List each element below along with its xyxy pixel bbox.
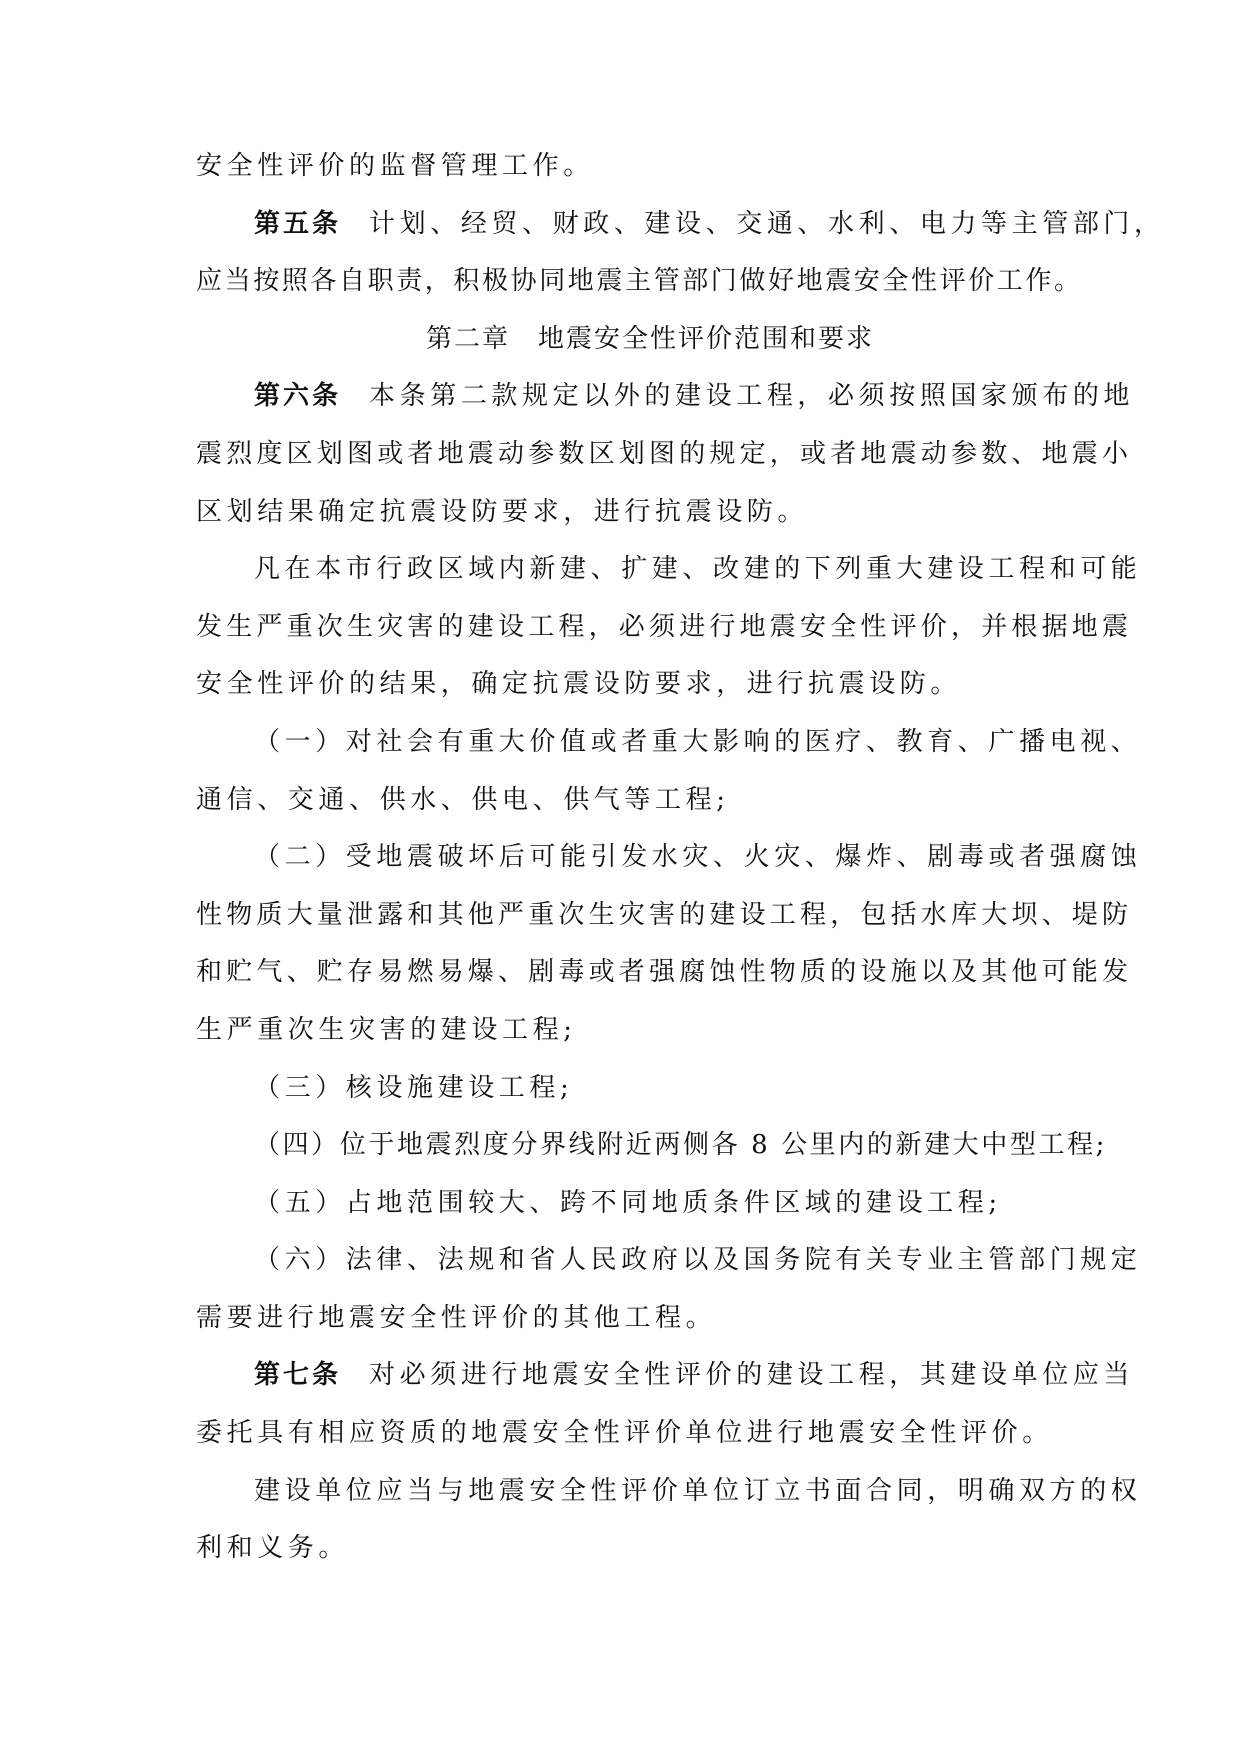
text-line	[196, 138, 1096, 196]
article-6-paragraph	[196, 368, 1135, 426]
article-title: 第七条	[254, 1360, 342, 1391]
text-line	[196, 944, 1133, 1002]
document-body	[196, 138, 1165, 1578]
text-line	[196, 484, 1096, 542]
line-text: 性物质大量泄露和其他严重次生灾害的建设工程，包括水库大坝、堤防	[196, 899, 1133, 930]
article-7-paragraph	[196, 1347, 1135, 1405]
text-line	[196, 1290, 1096, 1348]
line-text: 计划、经贸、财政、建设、交通、水利、电力等主管部门，	[369, 208, 1165, 239]
text-line	[196, 1520, 1096, 1578]
list-item-1	[196, 714, 1142, 772]
line-text: 需要进行地震安全性评价的其他工程。	[196, 1302, 717, 1333]
line-text: （二）受地震破坏后可能引发水灾、火灾、爆炸、剧毒或者强腐蚀	[254, 842, 1142, 873]
line-text: 应当按照各自职责，积极协同地震主管部门做好地震安全性评价工作。	[196, 266, 1083, 297]
text-line	[196, 1002, 1096, 1060]
list-item-5	[196, 1175, 1096, 1233]
text-line	[196, 599, 1133, 657]
line-text: 和贮气、贮存易燃易爆、剧毒或者强腐蚀性物质的设施以及其他可能发	[196, 957, 1133, 988]
article-5-paragraph	[196, 196, 1165, 254]
line-text: 凡在本市行政区域内新建、扩建、改建的下列重大建设工程和可能	[254, 554, 1142, 585]
list-item-3	[196, 1060, 1096, 1118]
text-line	[196, 426, 1133, 484]
line-text: 对必须进行地震安全性评价的建设工程，其建设单位应当	[369, 1360, 1135, 1391]
list-item-4	[196, 1117, 1108, 1175]
line-text: （四）位于地震烈度分界线附近两侧各 8 公里内的新建大中型工程;	[254, 1130, 1108, 1161]
line-text: 通信、交通、供水、供电、供气等工程;	[196, 784, 730, 815]
line-text: 建设单位应当与地震安全性评价单位订立书面合同，明确双方的权	[254, 1475, 1142, 1506]
line-text: （六）法律、法规和省人民政府以及国务院有关专业主管部门规定	[254, 1245, 1142, 1276]
line-text: 本条第二款规定以外的建设工程，必须按照国家颁布的地	[369, 381, 1135, 412]
list-item-6	[196, 1232, 1142, 1290]
line-text: 安全性评价的监督管理工作。	[196, 151, 594, 181]
text-line	[196, 253, 1096, 311]
line-text: 发生严重次生灾害的建设工程，必须进行地震安全性评价，并根据地震	[196, 611, 1133, 642]
line-text: 区划结果确定抗震设防要求，进行抗震设防。	[196, 496, 809, 527]
line-text: 委托具有相应资质的地震安全性评价单位进行地震安全性评价。	[196, 1418, 1053, 1449]
line-text: （五）占地范围较大、跨不同地质条件区域的建设工程;	[254, 1187, 1002, 1218]
article-title: 第六条	[254, 381, 342, 412]
paragraph-start	[196, 1463, 1142, 1521]
line-text: （三）核设施建设工程;	[254, 1072, 574, 1103]
list-item-2	[196, 829, 1142, 887]
article-title: 第五条	[254, 208, 342, 239]
line-text: 利和义务。	[196, 1533, 350, 1564]
text-line	[196, 887, 1133, 945]
paragraph-start	[196, 541, 1142, 599]
line-text: 震烈度区划图或者地震动参数区划图的规定，或者地震动参数、地震小	[196, 438, 1133, 469]
text-line	[196, 656, 1096, 714]
line-text: 安全性评价的结果，确定抗震设防要求，进行抗震设防。	[196, 669, 962, 700]
text-line	[196, 772, 1096, 830]
heading-text: 第二章 地震安全性评价范围和要求	[425, 323, 874, 354]
line-text: 生严重次生灾害的建设工程;	[196, 1014, 577, 1045]
line-text: （一）对社会有重大价值或者重大影响的医疗、教育、广播电视、	[254, 726, 1142, 757]
chapter-heading	[196, 311, 1096, 369]
text-line	[196, 1405, 1096, 1463]
